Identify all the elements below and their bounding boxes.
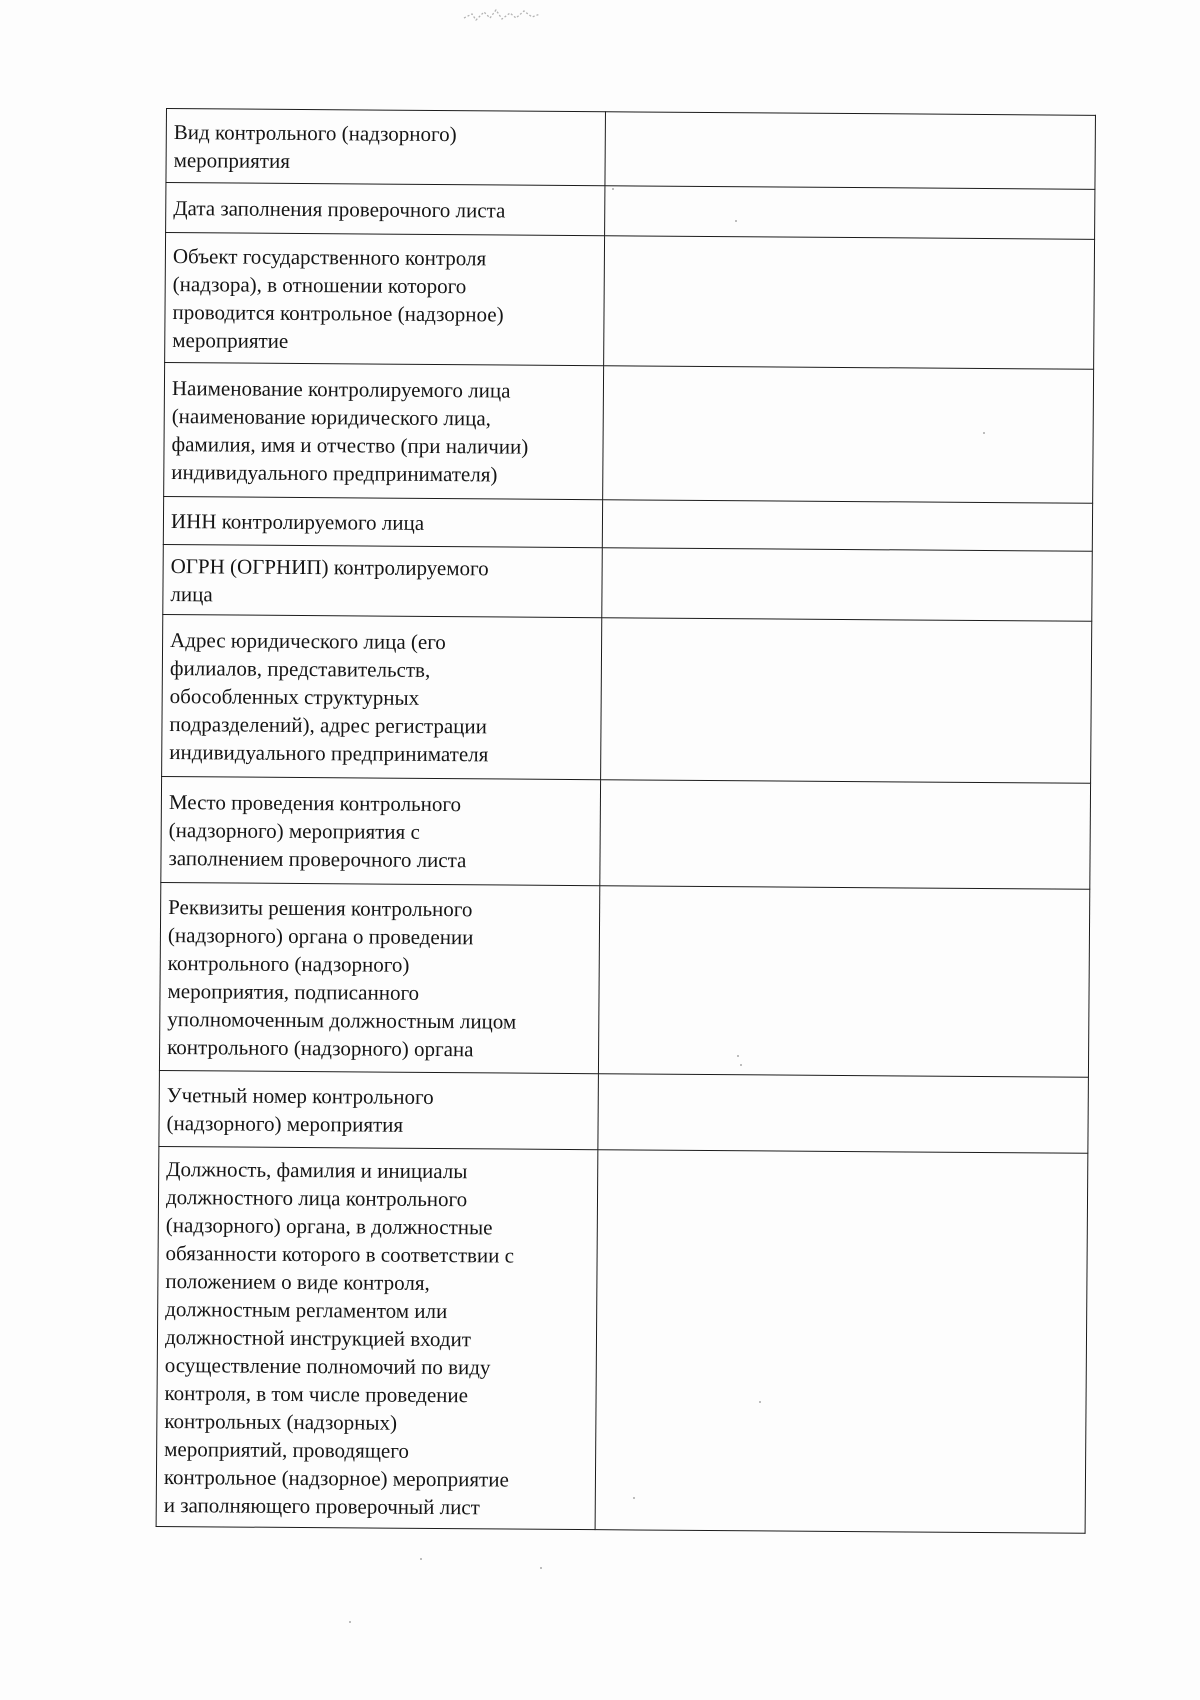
field-label: Адрес юридического лица (его филиалов, представительств, обособленных структурных подразделений), адрес регистрации индивидуального предпринимателя [162, 614, 602, 779]
field-label: Место проведения контрольного (надзорного) мероприятия с заполнением проверочного листа [161, 776, 601, 885]
field-value [604, 236, 1095, 370]
field-value [605, 186, 1095, 240]
field-label: Учетный номер контрольного (надзорного) мероприятия [159, 1070, 599, 1149]
table-row [161, 776, 1091, 889]
table-row [165, 233, 1095, 370]
table-row [163, 496, 1092, 551]
table-row [162, 614, 1092, 783]
field-label: Наименование контролируемого лица (наименование юридического лица, фамилия, имя и отчество (при наличии) индивидуального предпринимателя) [164, 362, 604, 499]
field-value [603, 366, 1094, 504]
field-label: Реквизиты решения контрольного (надзорного) органа о проведении контрольного (надзорного) мероприятия, подписанного уполномоченным должностным лицом контрольного (надзорного) органа [159, 882, 599, 1073]
table-row [159, 1070, 1089, 1153]
scan-speck [735, 220, 737, 222]
field-label: Вид контрольного (надзорного) мероприятия [166, 109, 606, 186]
table-row [166, 183, 1095, 240]
field-value [595, 1150, 1088, 1534]
scan-speck [540, 1567, 542, 1569]
scan-speck [737, 1055, 739, 1057]
scan-speck [983, 432, 985, 434]
field-value [601, 618, 1092, 784]
scan-speck [612, 188, 614, 190]
scan-speck [759, 1401, 761, 1403]
field-value [605, 112, 1096, 190]
table-row [156, 1146, 1088, 1533]
scan-speck [420, 1558, 422, 1560]
field-value [598, 1074, 1089, 1154]
field-label: Объект государственного контроля (надзора), в отношении которого проводится контрольное (надзорное) мероприятие [165, 233, 605, 366]
field-value [602, 548, 1093, 622]
table-row [159, 882, 1089, 1077]
field-label: ИНН контролируемого лица [163, 496, 602, 547]
field-value [600, 780, 1091, 890]
field-label: Дата заполнения проверочного листа [166, 183, 605, 236]
scan-speck [349, 1621, 351, 1623]
table-row [163, 544, 1092, 621]
field-label: Должность, фамилия и инициалы должностного лица контрольного (надзорного) органа, в должностные обязанности которого в соответствии с положением о виде контроля, должностным регламентом или должностной инструкцией входит осуществление полномочий по виду контроля, в том числе проведение контрольных (надзорных) мероприятий, проводящего контрольное (надзорное) мероприятие и заполняющего проверочный лист [156, 1146, 598, 1529]
field-value [598, 886, 1089, 1078]
scan-speck [633, 1497, 635, 1499]
field-label: ОГРН (ОГРНИП) контролируемого лица [163, 544, 603, 617]
scan-speck [740, 1064, 742, 1066]
field-value [602, 500, 1092, 552]
scan-artifact [462, 6, 542, 24]
checklist-info-table [156, 108, 1096, 1534]
table-row [164, 362, 1094, 503]
table-row [166, 109, 1096, 190]
